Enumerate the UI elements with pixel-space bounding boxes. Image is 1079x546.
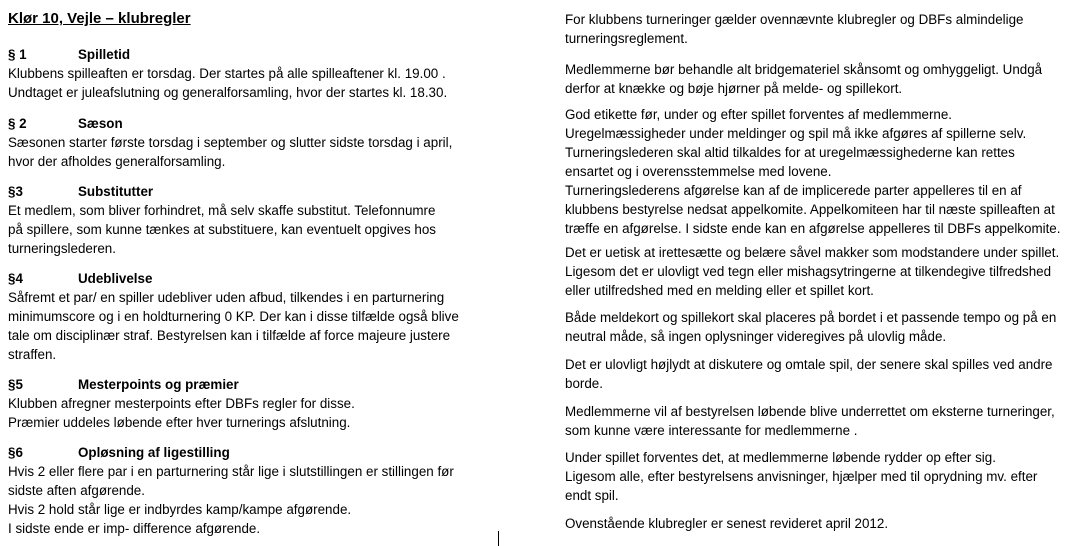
section-name: Substitutter [78,184,154,199]
section-name: Mesterpoints og præmier [78,377,239,392]
text-line: Turneringslederens afgørelse kan af de implicerede parter appelleres til en af [565,183,1022,198]
text-line: Sæsonen starter første torsdag i september og slutter sidste torsdag i april, [8,135,453,150]
text-line: Hvis 2 hold står lige er indbyrdes kamp/kampe afgørende. [8,502,352,517]
section-name: Opløsning af ligestilling [78,445,230,460]
section-number: §3 [8,184,23,199]
text-line: borde. [565,376,603,391]
text-line: sidste aften afgørende. [8,483,145,498]
text-line: Ligesom det er ulovligt ved tegn eller mishagsytringerne at tilkendegive tilfredshed [565,264,1052,279]
section-heading [8,45,486,64]
text-line: endt spil. [565,488,619,503]
text-line: Medlemmerne vil af bestyrelsen løbende blive underrettet om eksterne turneringer, [565,404,1055,419]
section-number: §6 [8,445,23,460]
text-line: derfor at knække og bøje hjørner på melde- og spillekort. [565,81,903,96]
text-line: som kunne være interessante for medlemmerne . [565,423,858,438]
section-6 [8,443,486,538]
text-line: Såfremt et par/ en spiller udebliver uden afbud, tilkendes i en parturnering [8,290,445,305]
text-cursor [498,531,499,546]
text-line: Ligesom alle, efter bestyrelsens anvisninger, hjælper med til oprydning mv. efter [565,469,1038,484]
text-line: For klubbens turneringer gælder ovennævnte klubregler og DBFs almindelige [565,12,1024,27]
text-line: Præmier uddeles løbende efter hver turnerings afslutning. [8,415,351,430]
text-line: I sidste ende er imp- difference afgørende. [8,521,261,536]
text-line: eller utilfredshed med en melding eller et spillet kort. [565,283,874,298]
section-4 [8,269,486,364]
text-line: Undtaget er juleafslutning og generalforsamling, hvor der startes kl. 18.30. [8,85,448,100]
text-line: Uregelmæssigheder under meldinger og spil må ikke afgøres af spillerne selv. [565,126,1027,141]
text-line: Hvis 2 eller flere par i en parturnering står lige i slutstillingen er stillingen før [8,464,454,479]
section-name: Spilletid [78,47,131,62]
section-heading [8,443,486,462]
text-line: Medlemmerne bør behandle alt bridgemateriel skånsomt og omhyggeligt. Undgå [565,62,1043,77]
text-line: Under spillet forventes det, at medlemmerne løbende rydder op efter sig. [565,450,996,465]
text-line: Det er uetisk at irettesætte og belære såvel makker som modstandere under spillet. [565,245,1060,260]
paragraph-equipment [565,60,1073,98]
text-line: Både meldekort og spillekort skal placeres på bordet i et passende tempo og på en [565,310,1057,325]
section-2 [8,114,486,171]
text-line: God etikette før, under og efter spillet forventes af medlemmerne. [565,107,953,122]
section-5 [8,375,486,432]
section-number: §4 [8,271,23,286]
section-number: §5 [8,377,23,392]
section-name: Udeblivelse [78,271,153,286]
text-line: klubbens bestyrelse nedsat appelkomite. Appelkomiteen har til næste spilleaften at [565,202,1055,217]
section-number: § 1 [8,47,27,62]
text-line: Klubbens spilleaften er torsdag. Der startes på alle spilleaftener kl. 19.00 . [8,66,446,81]
section-heading [8,375,486,394]
text-line: Det er ulovligt højlydt at diskutere og omtale spil, der senere skal spilles ved andre [565,357,1053,372]
text-line: på spillere, som kunne tænkes at substituere, kan eventuelt opgives hos [8,222,437,237]
paragraph-conduct [565,243,1073,300]
section-name: Sæson [78,116,123,131]
paragraph-card-placement [565,308,1073,346]
text-line: neutral måde, så ingen oplysninger videregives på ulovlig måde. [565,329,947,344]
paragraph-cleanup [565,448,1073,505]
text-line: hvor der afholdes generalforsamling. [8,154,226,169]
section-1 [8,45,486,102]
text-line: straffen. [8,347,57,362]
page-title: Klør 10, Vejle – klubregler [8,10,191,27]
section-3 [8,182,486,258]
text-line: turneringslederen. [8,241,116,256]
section-heading [8,114,486,133]
section-heading [8,182,486,201]
paragraph-tournament-rules [565,10,1073,48]
paragraph-etiquette [565,105,1073,238]
text-line: træffe en afgørelse. I sidste ende kan en afgørelse appelleres til DBFs appelkomite. [565,221,1061,236]
text-line: turneringsreglement. [565,31,688,46]
paragraph-external-tournaments [565,402,1073,440]
section-heading [8,269,486,288]
text-line: Turneringslederen skal altid tilkaldes for at uregelmæssighederne kan rettes [565,145,1015,160]
text-line: ensartet og i overensstemmelse med lovene. [565,164,832,179]
text-line: Et medlem, som bliver forhindret, må selv skaffe substitut. Telefonnumre [8,203,436,218]
paragraph-revision [565,514,1073,533]
text-line: tale om disciplinær straf. Bestyrelsen kan i tilfælde af force majeure justere [8,328,451,343]
text-line: minimumscore og i en holdturnering 0 KP. Der kan i disse tilfælde også blive [8,309,459,324]
section-number: § 2 [8,116,27,131]
paragraph-discussion [565,355,1073,393]
text-line: Klubben afregner mesterpoints efter DBFs regler for disse. [8,396,355,411]
text-line: Ovenstående klubregler er senest revideret april 2012. [565,516,889,531]
